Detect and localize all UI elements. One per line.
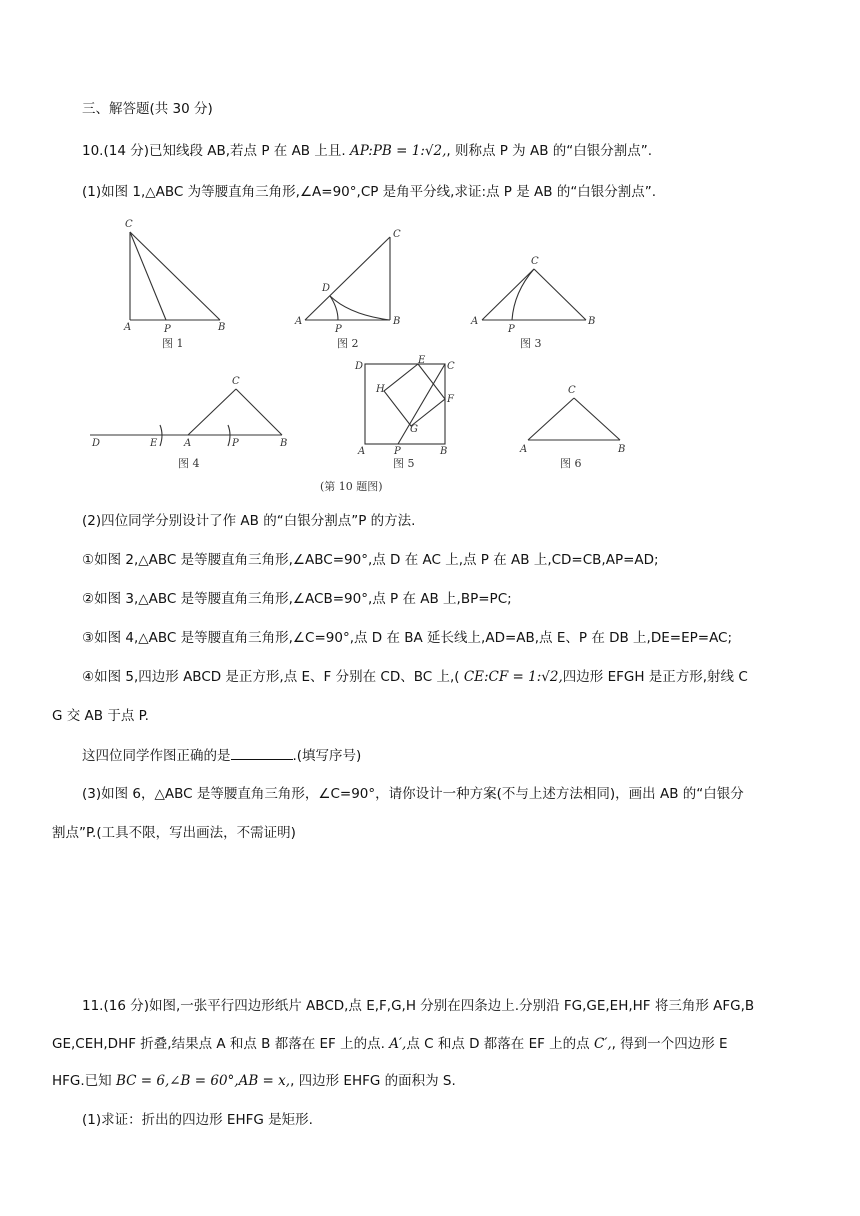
method-4-continued: G 交 AB 于点 P.: [52, 708, 149, 724]
q11-point-c-prime: C′,: [593, 1036, 612, 1052]
svg-text:B: B: [280, 438, 288, 449]
q11-point-a-prime: A′,: [389, 1036, 407, 1052]
figure-5: [320, 355, 455, 493]
section-heading: 三、解答题(共 30 分): [82, 101, 213, 117]
svg-text:G: G: [410, 424, 418, 435]
question-10-part-1: (1)如图 1,△ABC 为等腰直角三角形,∠A=90°,CP 是角平分线,求证:点 P 是 AB 的“白银分割点”.: [82, 184, 657, 200]
ask-text-end: .(填写序号): [292, 748, 362, 764]
svg-text:A: A: [358, 446, 366, 457]
method-4-text: ④如图 5,四边形 ABCD 是正方形,点 E、F 分别在 CD、BC 上,(: [82, 669, 460, 685]
svg-text:B: B: [218, 322, 226, 333]
fig-label-2: 图 2: [337, 337, 359, 350]
svg-text:F: F: [447, 394, 454, 405]
method-4-text-end: 四边形 EFGH 是正方形,射线 C: [562, 669, 748, 685]
q10-intro-text-end: , 则称点 P 为 AB 的“白银分割点”.: [446, 143, 653, 159]
svg-text:C: C: [232, 376, 240, 387]
fig-label-6: 图 6: [560, 457, 582, 470]
fig-label-3: 图 3: [520, 337, 542, 350]
question-10-ask: [82, 745, 361, 766]
svg-text:A: A: [124, 322, 132, 333]
question-11-line-3: [52, 1071, 456, 1091]
svg-text:P: P: [232, 438, 239, 449]
ask-text: 这四位同学作图正确的是: [82, 748, 231, 764]
svg-text:B: B: [393, 316, 401, 327]
svg-text:P: P: [394, 446, 401, 457]
q11-line-2-text: GE,CEH,DHF 折叠,结果点 A 和点 B 都落在 EF 上的点.: [52, 1036, 385, 1052]
fig-label-5: 图 5: [393, 457, 415, 470]
svg-text:B: B: [588, 316, 596, 327]
svg-text:A: A: [295, 316, 303, 327]
svg-text:A: A: [520, 444, 528, 455]
q11-line-2-mid: 点 C 和点 D 都落在 EF 上的点: [406, 1036, 590, 1052]
svg-text:C: C: [393, 229, 401, 240]
question-10-part-3: (3)如图 6，△ABC 是等腰直角三角形，∠C=90°，请你设计一种方案(不与上述方法相同)，画出 AB 的“白银分: [82, 786, 744, 802]
q11-line-3-end: , 四边形 EHFG 的面积为 S.: [290, 1073, 456, 1089]
svg-text:A: A: [184, 438, 192, 449]
figure-3: [470, 256, 595, 350]
svg-text:D: D: [355, 361, 364, 372]
method-4-ratio: CE:CF = 1:√2,: [463, 669, 563, 685]
svg-text:B: B: [618, 444, 626, 455]
svg-text:C: C: [447, 361, 455, 372]
figure-4: [90, 376, 287, 470]
fig-label-4: 图 4: [178, 457, 200, 470]
q10-intro-ratio: AP:PB = 1:√2,: [349, 143, 447, 159]
figure-6: [519, 385, 625, 470]
svg-text:A: A: [471, 316, 479, 327]
question-10-intro: [82, 141, 652, 161]
question-11-part-1: (1)求证：折出的四边形 EHFG 是矩形.: [82, 1112, 313, 1128]
svg-text:P: P: [164, 324, 171, 335]
q11-given-values: BC = 6,∠B = 60°,AB = x,: [115, 1073, 291, 1089]
svg-text:E: E: [418, 355, 426, 366]
q10-intro-text: 10.(14 分)已知线段 AB,若点 P 在 AB 上且.: [82, 143, 346, 159]
svg-text:E: E: [150, 438, 158, 449]
figures-panel: [0, 212, 860, 502]
question-11-line-2: [52, 1034, 728, 1054]
method-1: ①如图 2,△ABC 是等腰直角三角形,∠ABC=90°,点 D 在 AC 上,点 P 在 AB 上,CD=CB,AP=AD;: [82, 552, 659, 568]
method-3: ③如图 4,△ABC 是等腰直角三角形,∠C=90°,点 D 在 BA 延长线上,AD=AB,点 E、P 在 DB 上,DE=EP=AC;: [82, 630, 733, 646]
figure-2: [294, 229, 401, 350]
svg-text:C: C: [531, 256, 539, 267]
question-10-part-3-continued: 割点”P.(工具不限，写出画法，不需证明): [52, 825, 296, 841]
svg-text:D: D: [92, 438, 101, 449]
method-4: [82, 667, 748, 687]
svg-text:C: C: [125, 219, 133, 230]
figure-1: [123, 219, 225, 350]
svg-text:P: P: [335, 324, 342, 335]
svg-text:B: B: [440, 446, 448, 457]
answer-blank[interactable]: [231, 745, 293, 760]
svg-text:H: H: [376, 384, 385, 395]
q11-line-3-text: HFG.已知: [52, 1073, 112, 1089]
figures-caption: (第 10 题图): [320, 480, 383, 493]
question-10-part-2: (2)四位同学分别设计了作 AB 的“白银分割点”P 的方法.: [82, 513, 416, 529]
svg-text:C: C: [568, 385, 576, 396]
q11-line-2-end: , 得到一个四边形 E: [611, 1036, 728, 1052]
svg-text:D: D: [322, 283, 331, 294]
svg-text:P: P: [508, 324, 515, 335]
fig-label-1: 图 1: [162, 337, 184, 350]
question-11-line-1: 11.(16 分)如图,一张平行四边形纸片 ABCD,点 E,F,G,H 分别在四条边上.分别沿 FG,GE,EH,HF 将三角形 AFG,B: [82, 998, 755, 1014]
method-2: ②如图 3,△ABC 是等腰直角三角形,∠ACB=90°,点 P 在 AB 上,BP=PC;: [82, 591, 512, 607]
